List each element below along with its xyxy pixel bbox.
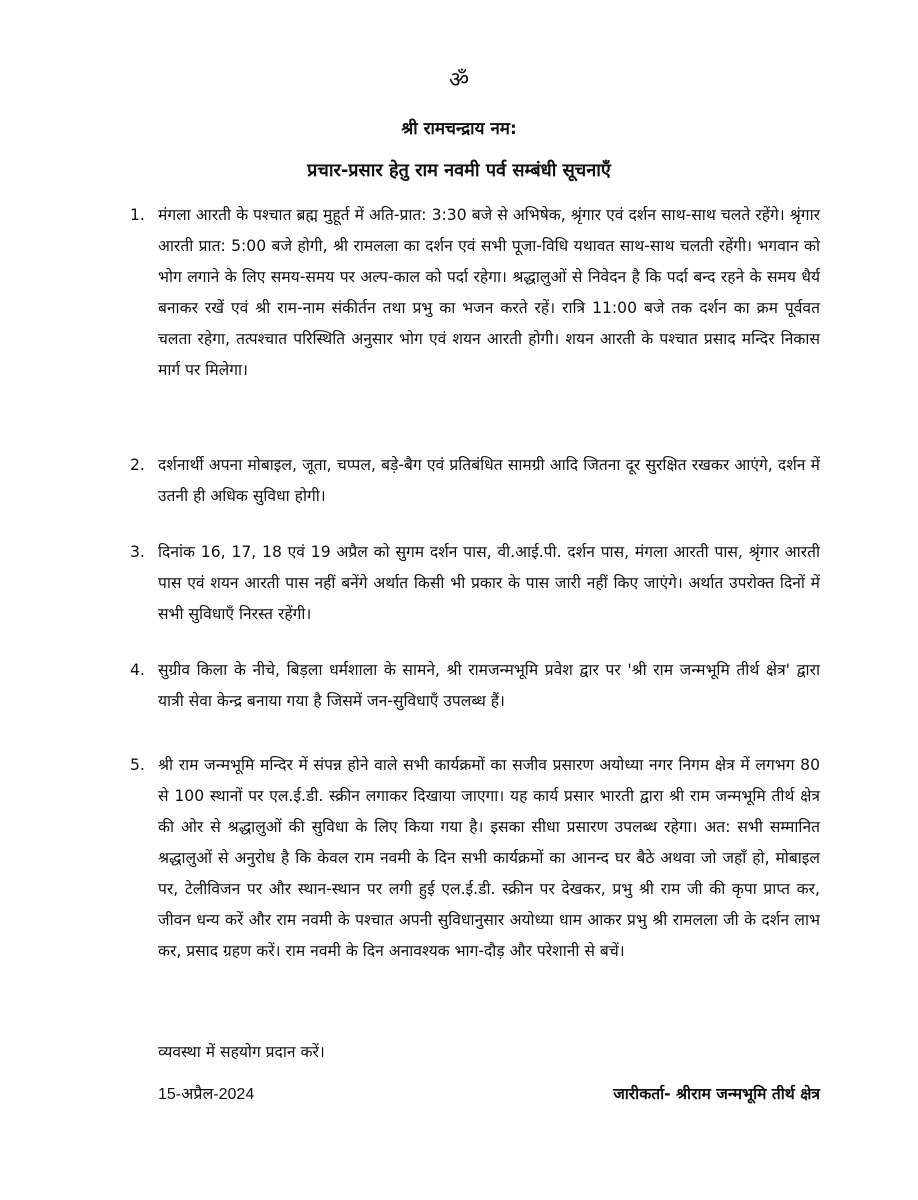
- notice-item-5: [130, 750, 820, 967]
- item-text: श्री राम जन्मभूमि मन्दिर में संपन्न होने वाले सभी कार्यक्रमों का सजीव प्रसारण अयोध्या नगर निगम क्षेत्र में लगभग 80 से 100 स्थानों पर एल.ई.डी. स्क्रीन लगाकर दिखाया जाएगा। यह कार्य प्रसार भारती द्वारा श्री राम जन्मभूमि तीर्थ क्षेत्र की ओर से श्रद्धालुओं की सुविधा के लिए किया गया है। इसका सीधा प्रसारण उपलब्ध रहेगा। अत: सभी सम्मानित श्रद्धालुओं से अनुरोध है कि केवल राम नवमी के दिन सभी कार्यक्रमों का आनन्द घर बैठे अथवा जो जहाँ हो, मोबाइल पर, टेलीविजन पर और स्थान-स्थान पर लगी हुई एल.ई.डी. स्क्रीन पर देखकर, प्रभु श्री राम जी की कृपा प्राप्त कर, जीवन धन्य करें और राम नवमी के पश्चात अपनी सुविधानुसार अयोध्या धाम आकर प्रभु श्री रामलला जी के दर्शन लाभ कर, प्रसाद ग्रहण करें। राम नवमी के दिन अनावश्यक भाग-दौड़ और परेशानी से बचें।: [158, 756, 820, 960]
- notice-item-4: [130, 655, 820, 717]
- issue-date: 15-अप्रैल-2024: [158, 1086, 255, 1103]
- item-number: 2.: [130, 456, 145, 474]
- item-text: मंगला आरती के पश्चात ब्रह्म मुहूर्त में अति-प्रात: 3:30 बजे से अभिषेक, श्रृंगार एवं दर्शन साथ-साथ चलते रहेंगे। श्रृंगार आरती प्रात: 5:00 बजे होगी, श्री रामलला का दर्शन एवं सभी पूजा-विधि यथावत साथ-साथ चलती रहेंगी। भगवान को भोग लगाने के लिए समय-समय पर अल्प-काल को पर्दा रहेगा। श्रद्धालुओं से निवेदन है कि पर्दा बन्द रहने के समय धैर्य बनाकर रखें एवं श्री राम-नाम संकीर्तन तथा प्रभु का भजन करते रहें। रात्रि 11:00 बजे तक दर्शन का क्रम पूर्ववत चलता रहेगा, तत्पश्चात परिस्थिति अनुसार भोग एवं शयन आरती होगी। शयन आरती के पश्चात प्रसाद मन्दिर निकास मार्ग पर मिलेगा।: [158, 206, 820, 379]
- item-text: दर्शनार्थी अपना मोबाइल, जूता, चप्पल, बड़े-बैग एवं प्रतिबंधित सामग्री आदि जितना दूर सुरक्षित रखकर आएंगे, दर्शन में उतनी ही अधिक सुविधा होगी।: [158, 456, 820, 505]
- item-number: 3.: [130, 543, 145, 561]
- item-number: 1.: [130, 206, 145, 224]
- notice-item-3: [130, 537, 820, 630]
- page-title: प्रचार-प्रसार हेतु राम नवमी पर्व सम्बंधी सूचनाएँ: [307, 160, 611, 181]
- notice-item-1: [130, 200, 820, 386]
- item-text: सुग्रीव किला के नीचे, बिड़ला धर्मशाला के सामने, श्री रामजन्मभूमि प्रवेश द्वार पर 'श्री राम जन्मभूमि तीर्थ क्षेत्र' द्वारा यात्री सेवा केन्द्र बनाया गया है जिसमें जन-सुविधाएँ उपलब्ध हैं।: [158, 661, 820, 710]
- item-text: दिनांक 16, 17, 18 एवं 19 अप्रैल को सुगम दर्शन पास, वी.आई.पी. दर्शन पास, मंगला आरती पास, श्रृंगार आरती पास एवं शयन आरती पास नहीं बनेंगे अर्थात किसी भी प्रकार के पास जारी नहीं किए जाएंगे। अर्थात उपरोक्त दिनों में सभी सुविधाएँ निरस्त रहेंगी।: [158, 543, 820, 623]
- closing-request: व्यवस्था में सहयोग प्रदान करें।: [158, 1043, 325, 1061]
- item-number: 4.: [130, 661, 145, 679]
- issuer-signature: जारीकर्ता- श्रीराम जन्मभूमि तीर्थ क्षेत्र: [613, 1085, 820, 1103]
- item-number: 5.: [130, 756, 145, 774]
- om-symbol: ॐ: [448, 68, 470, 93]
- invocation-heading: श्री रामचन्द्राय नम:: [401, 119, 517, 139]
- notice-item-2: [130, 450, 820, 512]
